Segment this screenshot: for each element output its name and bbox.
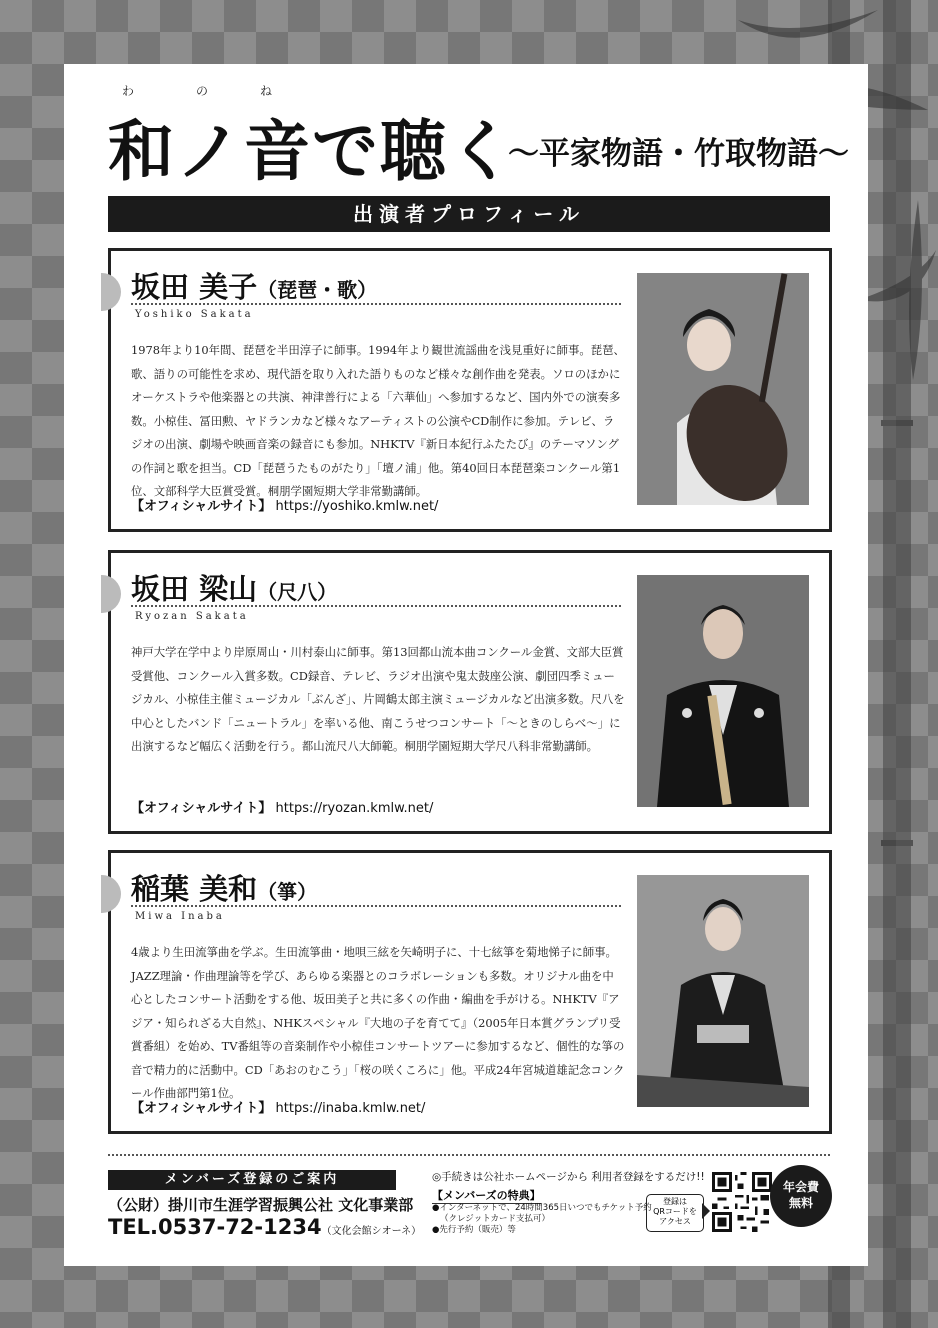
benefit-item: ●先行予約（販売）等 bbox=[432, 1225, 516, 1235]
profile-sheet bbox=[64, 64, 868, 1266]
performer-romaji: Ryozan Sakata bbox=[135, 611, 249, 622]
registration-procedure: ◎手続きは公社ホームページから 利用者登録をするだけ!! bbox=[432, 1171, 705, 1183]
official-site-label: 【オフィシャルサイト】 bbox=[131, 1101, 272, 1116]
section-header-performers: 出演者プロフィール bbox=[108, 196, 830, 232]
official-site bbox=[131, 1097, 425, 1116]
phone-number: TEL.0537-72-1234 bbox=[108, 1215, 322, 1239]
page-title: 和ノ音で聴く bbox=[108, 112, 516, 190]
qr-instruction bbox=[646, 1194, 704, 1232]
performer-romaji: Yoshiko Sakata bbox=[135, 309, 254, 320]
title-ruby: の bbox=[196, 84, 209, 98]
phone-note: （文化会館シオーネ） bbox=[321, 1226, 422, 1237]
performer-bio: 4歳より生田流箏曲を学ぶ。生田流箏曲・地唄三絃を矢崎明子に、十七絃箏を菊地悌子に師事。JAZZ理論・作曲理論等を学び、あらゆる楽器とのコラボレーションも多数。オリジナル曲を中心としたコンサート活動をする他、坂田美子と共に多くの作曲・編曲を手がける。NHKTV『アジア・知られざる大自然』、NHKスペシャル『大地の子を育てて』（2005年日本賞グランプリ受賞番組）を始め、TV番組等の音楽制作や小椋佳コンサートツアーに参加するなど、個性的な箏の音で精力的に活動中。CD「あおのむこう」「桜の咲くころに」他。平成24年宮城道雄記念コンクール作曲部門第1位。 bbox=[131, 945, 625, 1100]
dotted-divider bbox=[131, 905, 621, 907]
title-ruby: わ bbox=[122, 84, 135, 98]
performer-bio: 1978年より10年間、琵琶を半田淳子に師事。1994年より観世流謡曲を浅見重好に師事。琵琶、歌、語りの可能性を求め、現代語を取り入れた語りものなど様々な創作曲を発表。ソロのほかにオーケストラや他楽器との共演、神津善行による「六華仙」へ参加するなど、国内外での演奏多数。小椋佳、冨田勲、ヤドランカなど様々なアーティストの公演やCD制作に参加。テレビ、ラジオの出演、劇場や映画音楽の録音にも参加。NHKTV『新日本紀行ふたたび』のテーマソングの作詞と歌を担当。CD「琵琶うたものがたり」「壇ノ浦」他。第40回日本琵琶楽コンクール第1位、文部科学大臣賞受賞。桐朋学園短期大学非常勤講師。 bbox=[131, 343, 625, 498]
badge-line: 年会費 bbox=[782, 1180, 819, 1194]
dotted-divider bbox=[131, 605, 621, 607]
performer-name-text: 坂田 美子 bbox=[131, 270, 258, 304]
performer-name-text: 稲葉 美和 bbox=[131, 872, 258, 906]
performer-instrument: （尺八） bbox=[257, 580, 338, 604]
performer-romaji: Miwa Inaba bbox=[135, 911, 225, 922]
free-membership-badge bbox=[770, 1165, 832, 1227]
qr-instruction-line: アクセス bbox=[659, 1217, 691, 1226]
card-tab-marker bbox=[101, 875, 121, 913]
arrow-right-icon bbox=[702, 1203, 710, 1219]
performer-photo bbox=[637, 575, 809, 807]
performer-instrument: （箏） bbox=[257, 880, 318, 904]
benefit-item-note: （クレジットカード支払可） bbox=[440, 1214, 551, 1224]
contact-phone bbox=[108, 1215, 421, 1239]
card-tab-marker bbox=[101, 273, 121, 311]
qr-instruction-line: QRコードを bbox=[653, 1207, 697, 1216]
performer-name bbox=[131, 567, 337, 608]
performer-name-text: 坂田 梁山 bbox=[131, 572, 258, 606]
performer-card bbox=[108, 550, 832, 834]
benefit-item: ●インターネットで、24時間365日いつでもチケット予約 bbox=[432, 1203, 652, 1213]
organizer-name: （公財）掛川市生涯学習振興公社 文化事業部 bbox=[108, 1196, 414, 1214]
dotted-divider bbox=[131, 303, 621, 305]
performer-photo bbox=[637, 273, 809, 505]
performer-photo bbox=[637, 875, 809, 1107]
benefits-list bbox=[432, 1203, 652, 1236]
official-site-link[interactable]: https://inaba.kmlw.net/ bbox=[275, 1101, 426, 1116]
badge-line: 無料 bbox=[788, 1196, 813, 1210]
official-site-link[interactable]: https://yoshiko.kmlw.net/ bbox=[275, 499, 439, 514]
official-site bbox=[131, 495, 438, 514]
performer-name bbox=[131, 867, 317, 908]
performer-instrument: （琵琶・歌） bbox=[257, 278, 378, 302]
official-site bbox=[131, 797, 433, 816]
footer-divider bbox=[108, 1154, 830, 1156]
official-site-label: 【オフィシャルサイト】 bbox=[131, 801, 272, 816]
performer-card bbox=[108, 248, 832, 532]
page-subtitle: 〜平家物語・竹取物語〜 bbox=[508, 136, 849, 172]
official-site-label: 【オフィシャルサイト】 bbox=[131, 499, 272, 514]
title-ruby: ね bbox=[260, 84, 273, 98]
card-tab-marker bbox=[101, 575, 121, 613]
members-registration-header: メンバーズ登録のご案内 bbox=[108, 1170, 396, 1190]
performer-name bbox=[131, 265, 377, 306]
qr-code[interactable] bbox=[712, 1172, 772, 1232]
performer-bio: 神戸大学在学中より岸原周山・川村泰山に師事。第13回都山流本曲コンクール金賞、文部大臣賞受賞他、コンクール入賞多数。CD録音、テレビ、ラジオ出演や鬼太鼓座公演、劇団四季ミュージカル、小椋佳主催ミュージカル「ぶんざ」、片岡鶴太郎主演ミュージカルなど出演多数。尺八を中心としたバンド「ニュートラル」を率いる他、南こうせつコンサート「〜ときのしらべ〜」に出演するなど幅広く活動を行う。都山流尺八大師範。桐朋学園短期大学尺八科非常勤講師。 bbox=[131, 645, 625, 753]
performer-card bbox=[108, 850, 832, 1134]
qr-instruction-line: 登録は bbox=[663, 1197, 687, 1206]
benefits-title: 【メンバーズの特典】 bbox=[432, 1189, 541, 1202]
official-site-link[interactable]: https://ryozan.kmlw.net/ bbox=[275, 801, 434, 816]
